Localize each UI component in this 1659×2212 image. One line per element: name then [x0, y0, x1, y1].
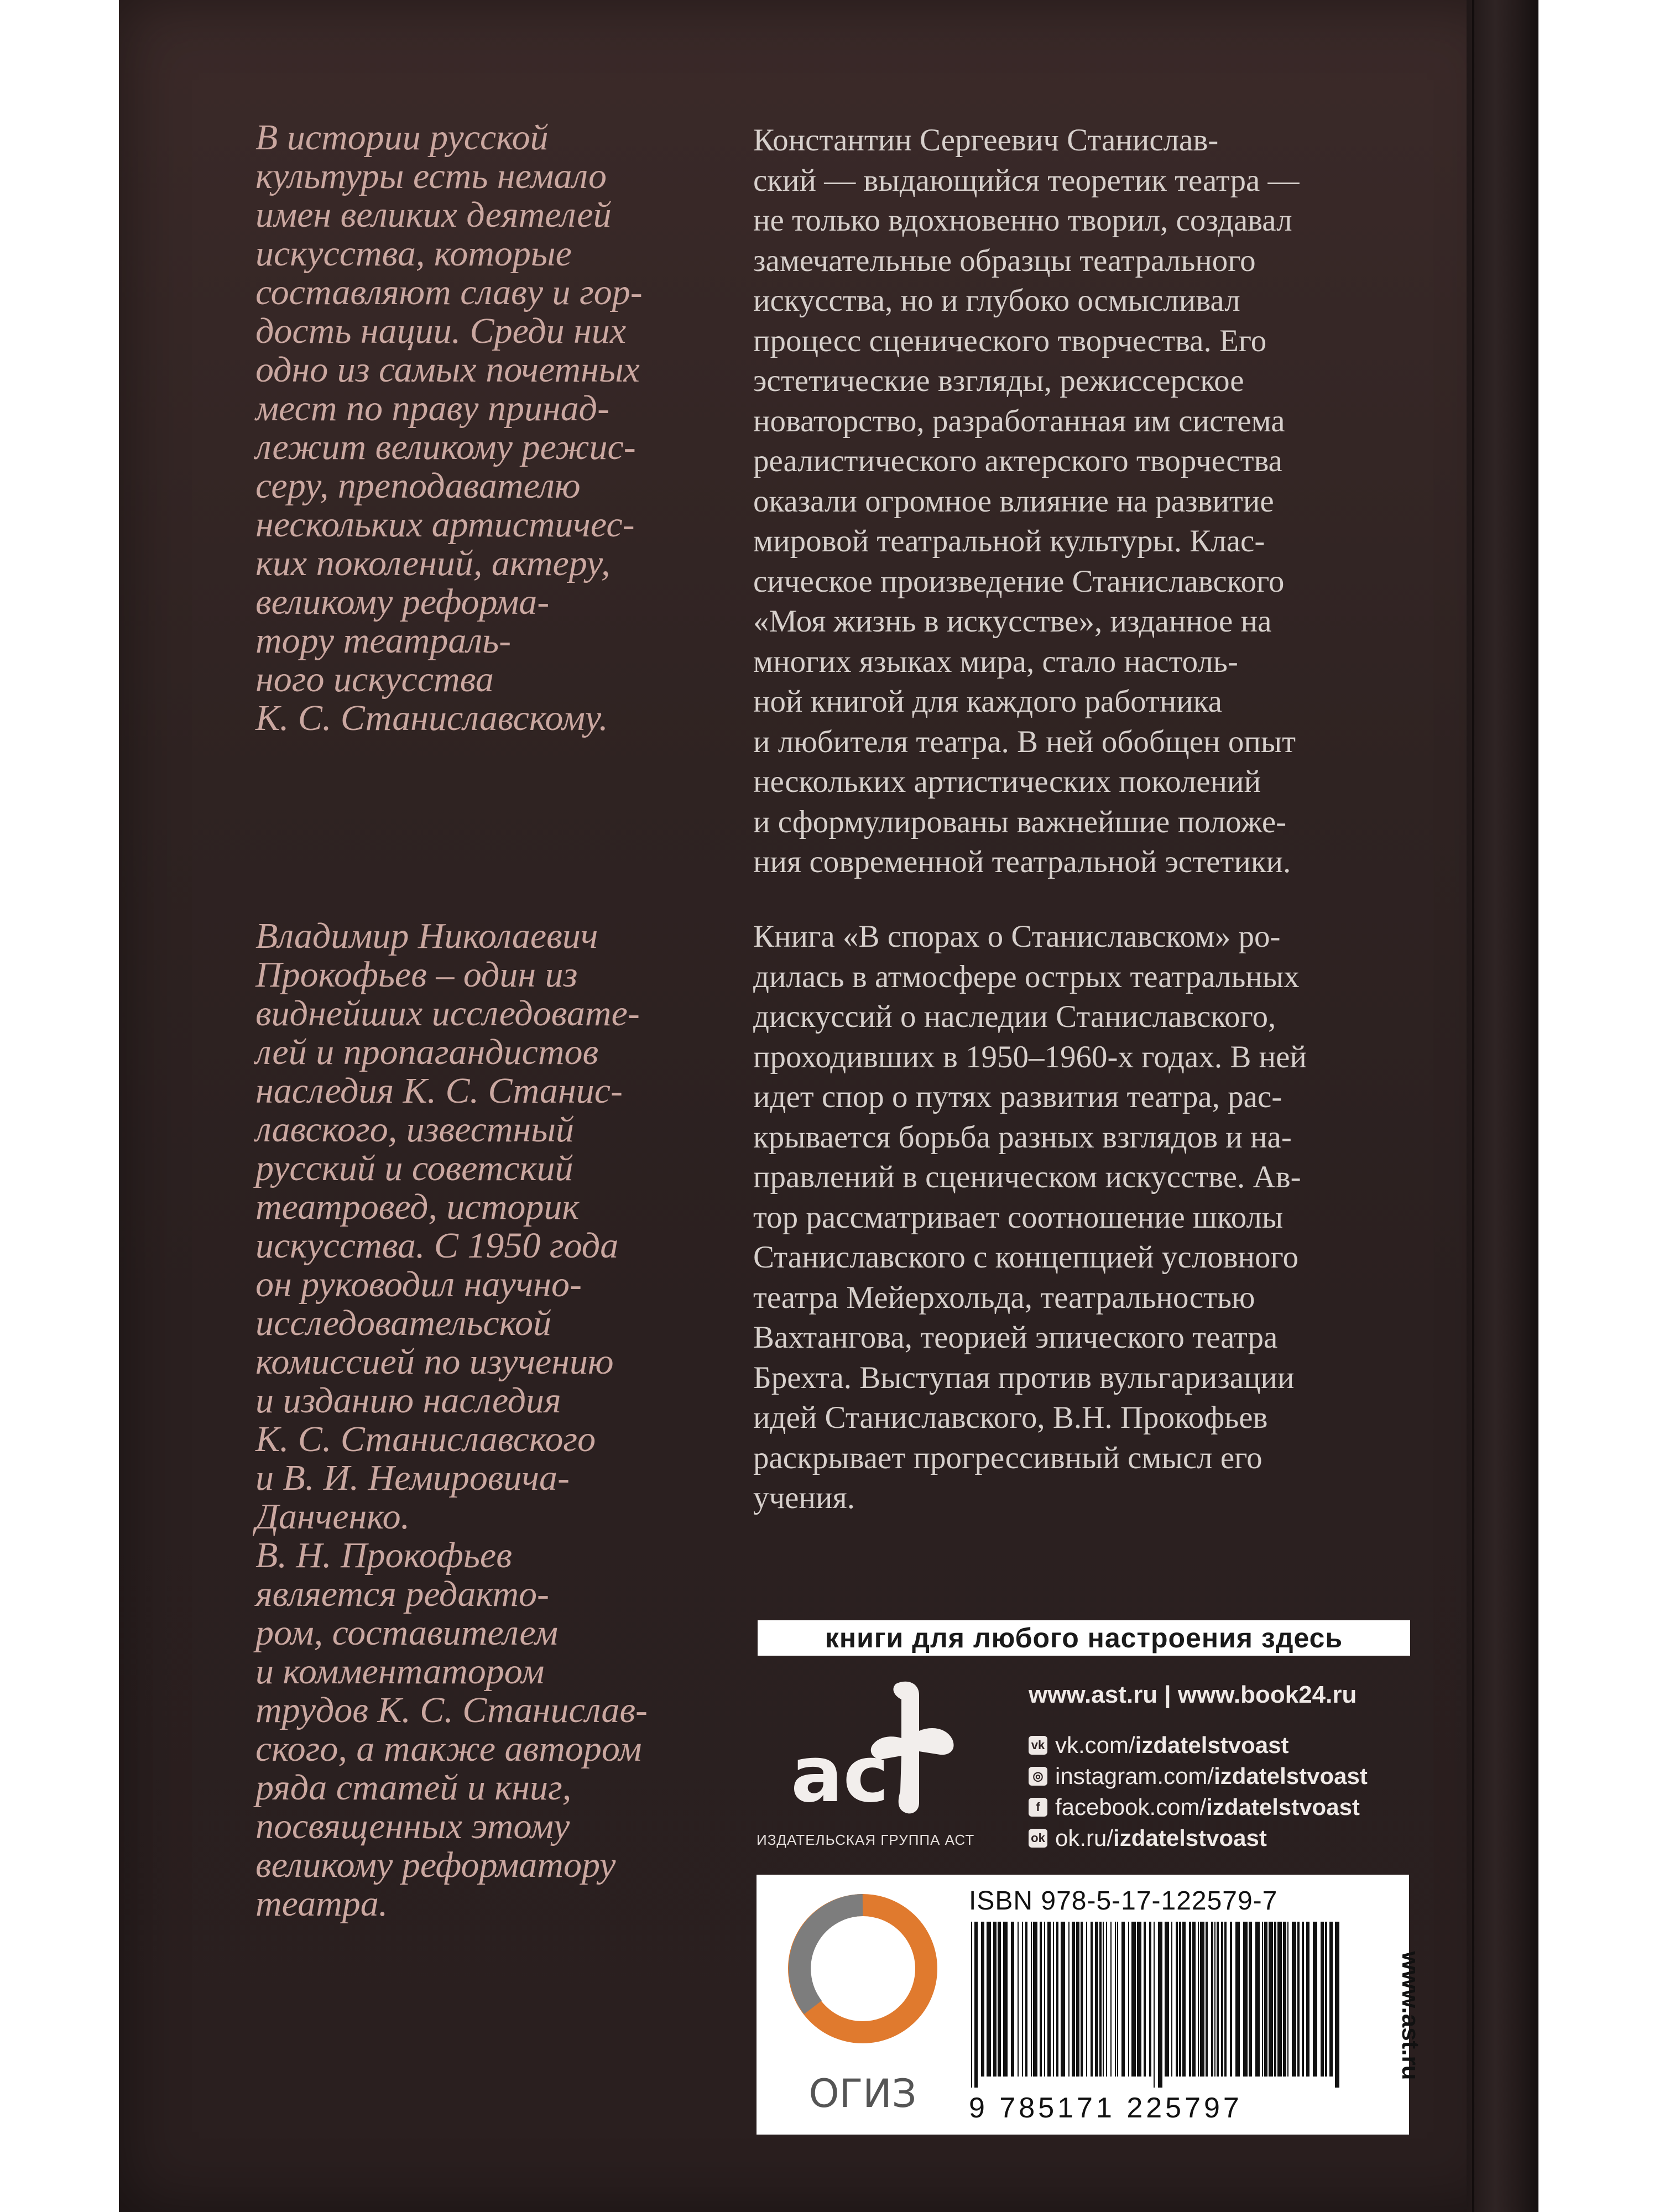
barcode-bar — [1171, 1922, 1172, 2077]
social-link-handle: izdatelstvoast — [1113, 1825, 1267, 1851]
barcode-bar — [993, 1922, 997, 2077]
barcode-bar — [1149, 1922, 1151, 2077]
social-link-prefix: vk.com/ — [1055, 1732, 1135, 1758]
left-author-bio-text — [255, 917, 687, 1923]
text-line: и любителя театра. В ней обобщен опыт — [753, 724, 1296, 759]
barcode-bar — [1179, 1922, 1181, 2077]
text-line: великому реформа- — [255, 582, 550, 622]
tagline-banner: книги для любого настроения здесь — [758, 1620, 1410, 1656]
barcode-bar — [1061, 1922, 1065, 2077]
text-line: замечательные образцы театрального — [753, 243, 1256, 278]
text-line: правлений в сценическом искусстве. Ав- — [753, 1160, 1301, 1194]
isbn-label: ISBN 978-5-17-122579-7 — [969, 1886, 1278, 1916]
barcode-bar — [1154, 1922, 1155, 2088]
text-line: дость нации. Среди них — [255, 311, 627, 351]
barcode-bar — [1306, 1922, 1310, 2077]
barcode-bar — [1313, 1922, 1317, 2077]
book-spine — [1467, 0, 1538, 2212]
barcode-bar — [1081, 1922, 1083, 2077]
barcode-bar — [1053, 1922, 1054, 2077]
text-line: он руководил научно- — [255, 1264, 582, 1305]
text-line: нескольких артистических поколений — [753, 764, 1261, 799]
text-line: исследовательской — [255, 1303, 552, 1343]
barcode-bar — [1243, 1922, 1248, 2077]
barcode-bar — [1211, 1922, 1213, 2077]
facebook-icon: f — [1029, 1798, 1047, 1817]
text-line: раскрывает прогрессивный смысл его — [753, 1440, 1262, 1475]
text-line: лавского, известный — [255, 1109, 574, 1150]
text-line: идей Станиславского, В.Н. Прокофьев — [753, 1400, 1268, 1435]
text-line: нескольких артистичес- — [255, 504, 635, 545]
text-line: серу, преподавателю — [255, 466, 581, 506]
text-line: крывается борьба разных взглядов и на- — [753, 1119, 1292, 1155]
text-line: мест по праву принад- — [255, 388, 610, 429]
barcode-bar — [1249, 1922, 1252, 2077]
barcode-bar — [1283, 1922, 1286, 2077]
barcode-bar — [1189, 1922, 1191, 2077]
text-line: процесс сценического творчества. Его — [753, 323, 1267, 358]
barcode-bar — [1128, 1922, 1129, 2077]
barcode-bar — [1262, 1922, 1263, 2077]
side-url: www.ast.ru — [1397, 1951, 1424, 2080]
barcode-bar — [1040, 1922, 1042, 2077]
text-line: искусства, которые — [255, 233, 572, 274]
text-line: Прокофьев – один из — [255, 954, 578, 995]
barcode-bar — [1274, 1922, 1276, 2077]
text-line: наследия К. С. Станис- — [255, 1071, 623, 1111]
text-line: В истории русской — [255, 117, 549, 158]
text-line: комиссией по изучению — [255, 1342, 614, 1382]
barcode-bar — [1230, 1922, 1232, 2077]
barcode-bar — [1121, 1922, 1125, 2077]
barcode-bar — [1277, 1922, 1282, 2077]
barcode-bar — [971, 1922, 972, 2088]
text-line: ной книгой для каждого работника — [753, 684, 1222, 719]
ok-icon: ok — [1029, 1829, 1047, 1848]
text-line: одно из самых почетных — [255, 349, 640, 390]
text-line: идет спор о путях развития театра, рас- — [753, 1079, 1282, 1114]
social-link-handle: izdatelstvoast — [1135, 1732, 1289, 1758]
barcode-bar — [1206, 1922, 1208, 2077]
right-stanislavsky-text — [753, 121, 1411, 883]
left-intro-text — [255, 118, 687, 738]
text-line: реалистического актерского творчества — [753, 444, 1282, 478]
publisher-group-name: ИЗДАТЕЛЬСКАЯ ГРУППА АСТ — [757, 1832, 975, 1848]
ast-logo — [774, 1673, 962, 1822]
text-line: Владимир Николаевич — [255, 916, 598, 956]
barcode-bar — [1110, 1922, 1112, 2077]
barcode-bar — [1221, 1922, 1223, 2077]
text-line: культуры есть немало — [255, 156, 607, 196]
barcode-bar — [981, 1922, 984, 2077]
barcode-bar — [1176, 1922, 1178, 2077]
text-line: ский — выдающийся теоретик театра — — [753, 163, 1300, 198]
text-line: новаторство, разработанная им система — [753, 403, 1285, 439]
text-line: искусства. С 1950 года — [255, 1225, 619, 1266]
barcode-bar — [1255, 1922, 1260, 2077]
barcode-bar — [1297, 1922, 1300, 2077]
text-line: виднейших исследовате- — [255, 993, 640, 1034]
text-line: учения. — [753, 1480, 855, 1515]
text-line: многих языках мира, стало настоль- — [753, 644, 1238, 679]
right-book-description-text — [753, 917, 1411, 1519]
text-line: посвященных этому — [255, 1806, 570, 1846]
text-line: трудов К. С. Станислав- — [255, 1690, 648, 1730]
barcode-bar — [1264, 1922, 1267, 2077]
barcode-bar — [1158, 1922, 1162, 2088]
text-line: Брехта. Выступая против вульгаризации — [753, 1360, 1295, 1395]
barcode-bar — [1022, 1922, 1023, 2077]
text-line: В. Н. Прокофьев — [255, 1535, 512, 1575]
barcode-bar — [1031, 1922, 1032, 2077]
text-line: и сформулированы важнейшие положе- — [753, 804, 1287, 839]
text-line: тору театраль- — [255, 620, 512, 661]
social-link[interactable] — [1029, 1761, 1368, 1792]
text-line: составляют славу и гор- — [255, 272, 643, 312]
barcode-bar — [1137, 1922, 1141, 2077]
social-link[interactable] — [1029, 1792, 1368, 1823]
text-line: оказали огромное влияние на развитие — [753, 483, 1274, 519]
spine-hinge — [1472, 0, 1474, 2212]
text-line: ром, составителем — [255, 1613, 559, 1653]
barcode-bar — [1103, 1922, 1104, 2077]
ogiz-label: ОГИЗ — [808, 2071, 917, 2116]
text-line: театра. — [255, 1884, 388, 1924]
barcode-bar — [1182, 1922, 1186, 2077]
social-link-handle: izdatelstvoast — [1214, 1763, 1368, 1789]
barcode-bar — [1003, 1922, 1008, 2077]
text-line: дилась в атмосфере острых театральных — [753, 959, 1300, 994]
barcode-bar — [998, 1922, 1001, 2077]
barcode-bar — [1076, 1922, 1079, 2077]
text-line: Книга «В спорах о Станиславском» ро- — [753, 919, 1281, 954]
barcode-bar — [1224, 1922, 1227, 2077]
barcode-bar — [1329, 1922, 1333, 2077]
instagram-icon: ◎ — [1029, 1767, 1047, 1786]
barcode-digits: 9 785171 225797 — [969, 2092, 1243, 2124]
text-line: Данченко. — [255, 1496, 410, 1537]
text-line: проходивших в 1950–1960-х годах. В ней — [753, 1039, 1307, 1074]
barcode-bar — [1056, 1922, 1058, 2077]
social-link-handle: izdatelstvoast — [1206, 1794, 1360, 1820]
barcode-bar — [1217, 1922, 1219, 2077]
text-line: К. С. Станиславского — [255, 1419, 596, 1459]
barcode-bar — [1068, 1922, 1070, 2077]
barcode-bar — [1018, 1922, 1019, 2077]
text-line: театровед, историк — [255, 1187, 580, 1227]
text-line: мировой театральной культуры. Клас- — [753, 524, 1265, 559]
barcode-bar — [1235, 1922, 1240, 2077]
barcode-bar — [1335, 1922, 1339, 2088]
text-line: искусства, но и глубоко осмысливал — [753, 283, 1240, 318]
text-line: тор рассматривает соотношение школы — [753, 1199, 1284, 1235]
text-line: Вахтангова, теорией эпического театра — [753, 1320, 1278, 1355]
isbn-barcode — [969, 1922, 1345, 2088]
barcode-bar — [1072, 1922, 1075, 2077]
barcode-bar — [974, 1922, 978, 2088]
social-link[interactable] — [1029, 1823, 1368, 1854]
barcode-bar — [1117, 1922, 1118, 2077]
text-line: лежит великому режис- — [255, 427, 636, 467]
barcode-bar — [1131, 1922, 1136, 2077]
barcode-bar — [1165, 1922, 1169, 2077]
text-line: «Моя жизнь в искусстве», изданное на — [753, 604, 1272, 639]
text-line: не только вдохновенно творил, создавал — [753, 203, 1292, 238]
text-line: театра Мейерхольда, театральностью — [753, 1280, 1255, 1315]
barcode-bar — [1198, 1922, 1199, 2077]
barcode-bar — [1325, 1922, 1327, 2077]
barcode-bar — [987, 1922, 991, 2077]
text-line: великому реформатору — [255, 1845, 616, 1885]
text-line: дискуссий о наследии Станиславского, — [753, 999, 1276, 1034]
text-line: является редакто- — [255, 1574, 550, 1614]
barcode-bar — [1269, 1922, 1273, 2077]
barcode-bar — [1106, 1922, 1107, 2077]
text-line: русский и советский — [255, 1148, 573, 1188]
ast-logo-text: ас — [791, 1730, 889, 1820]
ogiz-logo — [780, 1880, 946, 2124]
text-line: Станиславского с концепцией условного — [753, 1240, 1298, 1275]
text-line: ного искусства — [255, 659, 494, 700]
barcode-bar — [1287, 1922, 1288, 2077]
text-line: эстетические взгляды, режиссерское — [753, 363, 1244, 398]
barcode-bar — [1144, 1922, 1146, 2077]
text-line: К. С. Станиславскому. — [255, 698, 608, 738]
barcode-bar — [1214, 1922, 1215, 2077]
social-links — [1029, 1730, 1368, 1854]
social-link-prefix: ok.ru/ — [1055, 1825, 1114, 1851]
barcode-bar — [1091, 1922, 1093, 2077]
barcode-bar — [1302, 1922, 1304, 2077]
barcode-bar — [1099, 1922, 1102, 2077]
text-line: и В. И. Немировича- — [255, 1458, 570, 1498]
text-line: ряда статей и книг, — [255, 1767, 572, 1808]
text-line: ского, а также автором — [255, 1729, 642, 1769]
barcode-bar — [1044, 1922, 1045, 2077]
social-link-prefix: instagram.com/ — [1055, 1763, 1214, 1789]
text-line: и изданию наследия — [255, 1380, 561, 1421]
barcode-bar — [1011, 1922, 1014, 2077]
barcode-bar — [1192, 1922, 1196, 2077]
vk-icon: vk — [1029, 1736, 1047, 1755]
barcode-bar — [1033, 1922, 1037, 2077]
text-line: имен великих деятелей — [255, 195, 612, 235]
barcode-bar — [1047, 1922, 1051, 2077]
social-link[interactable] — [1029, 1730, 1368, 1761]
barcode-bar — [1095, 1922, 1098, 2077]
text-line: ких поколений, актеру, — [255, 543, 611, 583]
text-line: лей и пропагандистов — [255, 1032, 599, 1072]
publisher-websites[interactable]: www.ast.ru | www.book24.ru — [1029, 1681, 1357, 1708]
barcode-bar — [1200, 1922, 1204, 2077]
barcode-bar — [1115, 1922, 1116, 2077]
text-line: сическое произведение Станиславского — [753, 564, 1285, 599]
barcode-bar — [1025, 1922, 1027, 2077]
text-line: и комментатором — [255, 1651, 545, 1692]
text-line: Константин Сергеевич Станислав- — [753, 123, 1219, 158]
barcode-bar — [1086, 1922, 1087, 2077]
text-line: ния современной театральной эстетики. — [753, 844, 1291, 879]
barcode-bar — [1292, 1922, 1296, 2077]
barcode-bar — [1321, 1922, 1324, 2077]
social-link-prefix: facebook.com/ — [1055, 1794, 1207, 1820]
